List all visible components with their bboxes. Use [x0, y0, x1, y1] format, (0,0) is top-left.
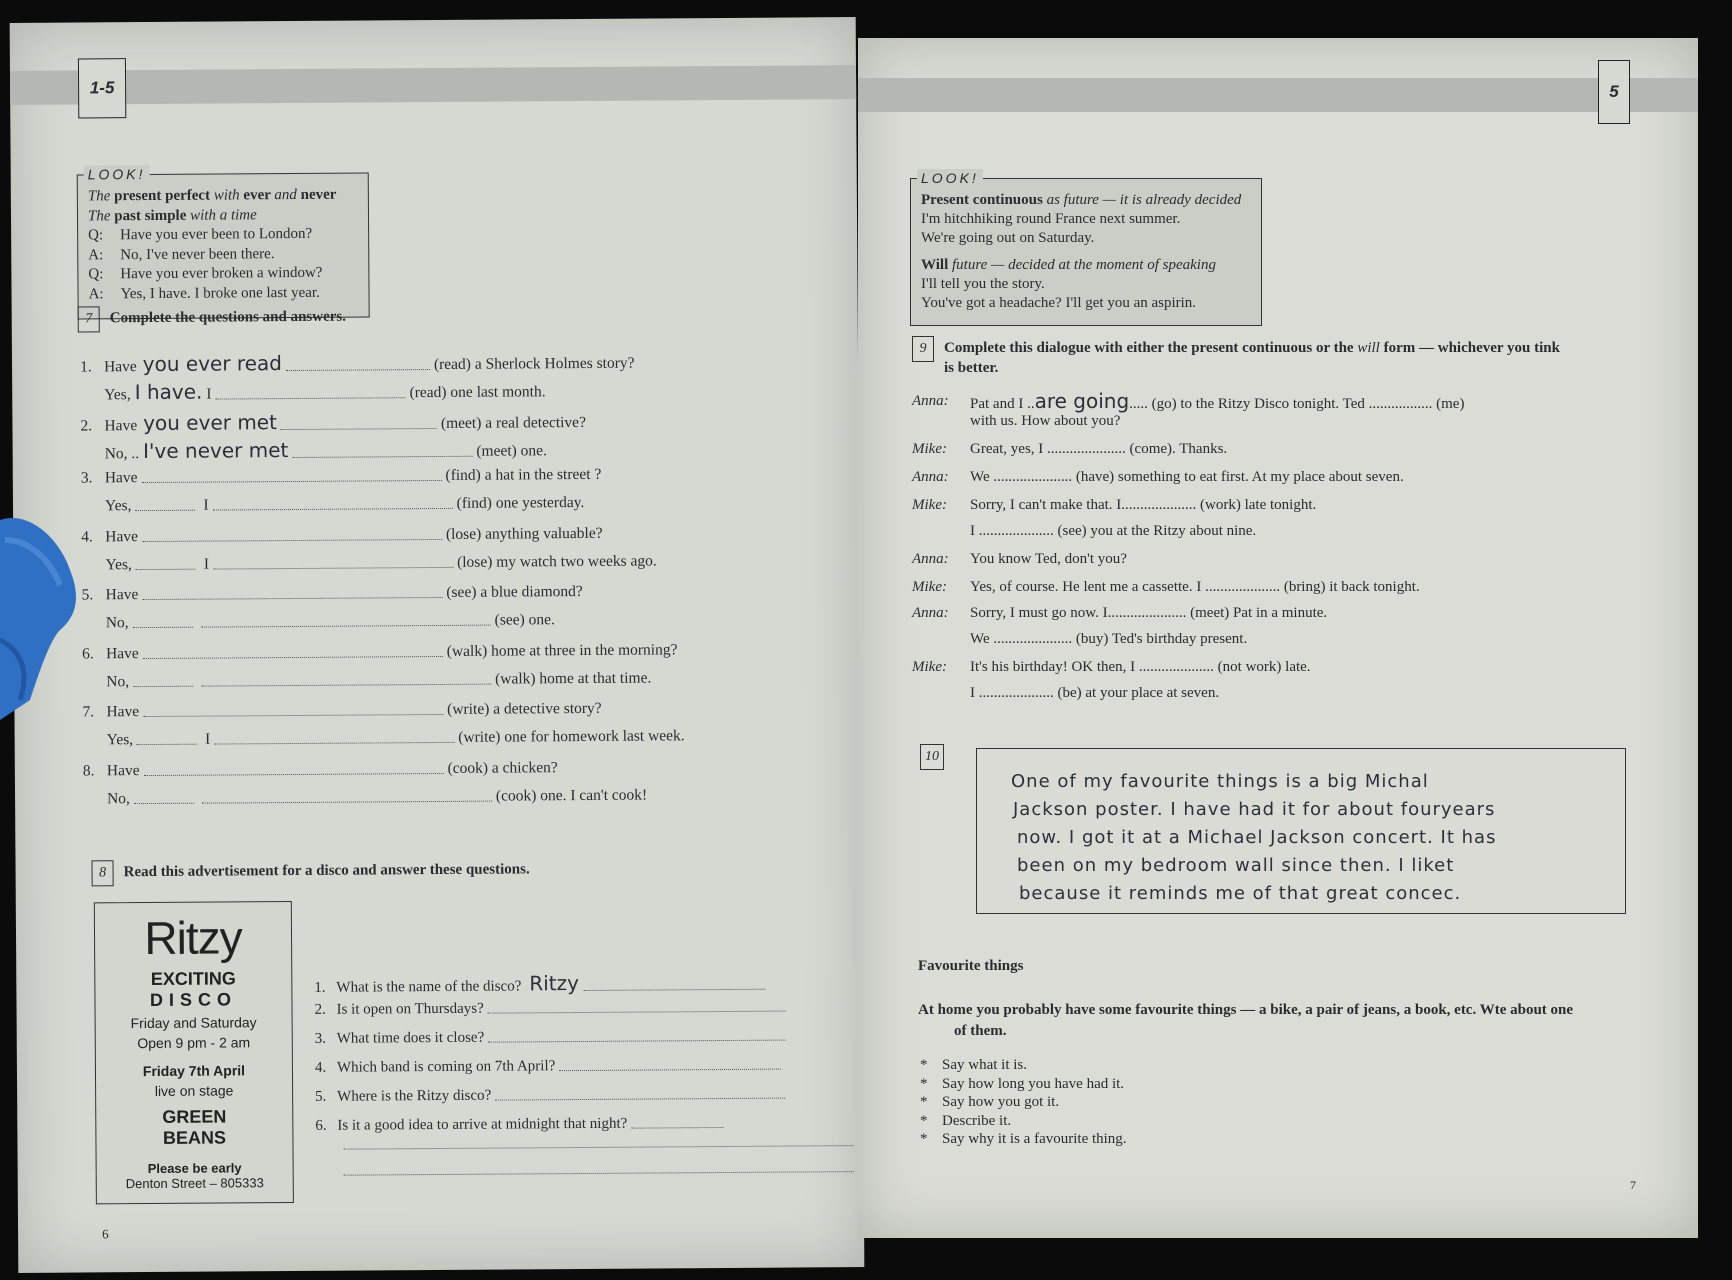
- look-qa-row: [88, 264, 358, 285]
- disco-question: [315, 1057, 785, 1077]
- speaker-name: Mike:: [912, 441, 947, 457]
- handwriting-line: Jackson poster. I have had it for about fouryears: [1013, 799, 1496, 820]
- handwritten-answer: I have.: [134, 379, 203, 405]
- look-h1-b3: never: [300, 186, 337, 203]
- answer-dots: [136, 568, 196, 569]
- question-line: [80, 407, 586, 435]
- answer-line: [106, 611, 555, 632]
- look-h2-ital: future — decided at the moment of speaking: [948, 257, 1216, 273]
- exercise-number: 10: [920, 744, 944, 770]
- exercise-7-title: [78, 305, 346, 333]
- qa-label: A:: [88, 285, 104, 302]
- glove-image: [0, 500, 86, 730]
- exercise-title-text: Read this advertisement for a disco and answer these questions.: [123, 861, 530, 881]
- advert-date: Friday 7th April: [142, 1062, 246, 1080]
- qa-text: Have you ever broken a window?: [120, 264, 323, 283]
- answer-subject: I: [203, 555, 210, 573]
- question-prefix: Have: [104, 469, 138, 487]
- answer-line: [105, 494, 584, 515]
- advert-name: Ritzy: [144, 911, 242, 965]
- item-number: 6.: [81, 644, 94, 662]
- ex9-title-ital: will: [1357, 340, 1380, 356]
- answer-line: [105, 436, 547, 463]
- look-h1-ital: as future — it is already decided: [1042, 192, 1242, 208]
- look-h1-mid: with: [213, 187, 244, 204]
- dialogue-line: [970, 440, 1227, 458]
- answer-prefix: Yes,: [104, 386, 131, 404]
- dialogue-line: [970, 630, 1247, 648]
- favourite-things-bullets: [920, 1056, 1127, 1149]
- dialogue-line: [970, 496, 1316, 514]
- dialogue-text: I .................... (be) at your place at seven.: [970, 685, 1220, 701]
- dialogue-line: [970, 389, 1465, 413]
- exercise-10-title: [920, 744, 954, 770]
- look-h2-b1: past simple: [114, 207, 191, 224]
- bullet-star-icon: *: [920, 1131, 928, 1147]
- item-number: 5.: [315, 1088, 327, 1105]
- speaker-name: Anna:: [912, 469, 949, 485]
- item-number: 3.: [314, 1030, 327, 1047]
- dialogue-text: with us. How about you?: [970, 413, 1121, 429]
- answer-suffix: (write) one for homework last week.: [458, 727, 685, 746]
- dialogue-text: Great, yes, I ..................... (come). Thanks.: [970, 441, 1228, 457]
- answer-dots: [133, 685, 193, 686]
- exercise-title-text: Complete the questions and answers.: [109, 308, 347, 327]
- answer-dots: [281, 427, 437, 429]
- advert-line2: DISCO: [149, 989, 238, 1011]
- exercise-8-questions: [10, 17, 856, 23]
- answer-dots: [137, 744, 197, 745]
- answer-dots: [201, 625, 491, 628]
- bullet-item: [920, 1130, 1127, 1149]
- answer-dots: [133, 627, 193, 628]
- question-text: Where is the Ritzy disco?: [337, 1087, 492, 1105]
- answer-dots: [144, 772, 444, 775]
- bullet-text: Say what it is.: [942, 1057, 1027, 1073]
- handwriting-box: [976, 748, 1626, 914]
- item-number: 6.: [315, 1117, 327, 1134]
- answer-line: [107, 786, 647, 808]
- exercise-9-title: [912, 336, 1612, 378]
- ex9-title-pre: Complete this dialogue with either the present continuous or the: [944, 340, 1358, 356]
- bullet-text: Say how long you have had it.: [942, 1075, 1125, 1092]
- dialogue-text: We ..................... (have) something to eat first. At my place about seven.: [970, 469, 1404, 485]
- header-band: [10, 65, 856, 105]
- question-suffix: (see) a blue diamond?: [446, 582, 583, 601]
- bullet-text: Say why it is a favourite thing.: [942, 1131, 1127, 1147]
- look-legend: LOOK!: [84, 165, 150, 185]
- answer-suffix: (walk) home at that time.: [495, 669, 652, 688]
- look-line: We're going out on Saturday.: [921, 230, 1095, 246]
- question-suffix: (find) a hat in the street ?: [445, 465, 602, 484]
- look-h1-b2: ever: [243, 187, 275, 204]
- answer-dots: [488, 1040, 786, 1043]
- exercise-7-items: [10, 17, 856, 23]
- dialogue-text: Pat and I ..: [970, 396, 1035, 412]
- left-page: [10, 17, 865, 1273]
- dialogue-text: Sorry, I must go now. I..................... (meet) Pat in a minute.: [970, 605, 1328, 621]
- look-qa-row: [88, 244, 358, 265]
- answer-dots: [495, 1098, 785, 1101]
- question-prefix: Have: [104, 416, 138, 434]
- speaker-name: Mike:: [912, 579, 947, 595]
- question-line: [82, 700, 601, 722]
- answer-dots: [134, 802, 194, 803]
- answer-prefix: No,: [105, 614, 129, 632]
- exercise-8-title: [91, 857, 529, 886]
- item-number: 7.: [82, 703, 95, 721]
- qa-text: No, I've never been there.: [120, 245, 275, 263]
- unit-tag: [1598, 60, 1630, 124]
- dialogue-text: It's his birthday! OK then, I .................... (not work) late.: [970, 659, 1311, 675]
- dialogue-text: We ..................... (buy) Ted's birthday present.: [970, 631, 1248, 647]
- answer-line: [107, 727, 685, 749]
- answer-dots: [202, 800, 492, 803]
- advert-early: Please be early: [147, 1160, 242, 1177]
- question-suffix: (write) a detective story?: [447, 699, 602, 718]
- look-heading-2: [921, 256, 1251, 275]
- unit-tag-label: 5: [1609, 82, 1619, 101]
- item-number: 2.: [314, 1001, 326, 1018]
- header-band: [858, 78, 1698, 112]
- speaker-name: Mike:: [912, 659, 947, 675]
- item-number: 1.: [79, 358, 92, 376]
- look-h1-pre: The: [87, 188, 115, 205]
- dialogue-line: [970, 604, 1327, 622]
- disco-question: [315, 1115, 727, 1135]
- handwriting-line: because it reminds me of that great concec.: [1019, 883, 1462, 904]
- answer-dots: [583, 989, 765, 991]
- dialogue-line: [970, 684, 1219, 702]
- look-box: [77, 166, 370, 319]
- dialogue-line: [970, 578, 1420, 596]
- answer-line: [106, 669, 651, 691]
- unit-tag: [78, 58, 126, 118]
- answer-dots: [214, 742, 454, 745]
- question-suffix: (read) a Sherlock Holmes story?: [433, 354, 635, 374]
- answer-prefix: No, ..: [104, 444, 140, 462]
- answer-dots: [631, 1127, 723, 1129]
- answer-dots: [344, 1145, 854, 1150]
- answer-suffix: (see) one.: [494, 611, 555, 629]
- answer-line: [104, 377, 545, 404]
- answer-prefix: Yes,: [105, 555, 132, 573]
- look-heading-2: [88, 205, 358, 226]
- favourite-things-heading: Favourite things: [918, 958, 1024, 974]
- question-line: [83, 759, 558, 780]
- exercise-number: 9: [912, 336, 934, 362]
- advert-address: Denton Street – 805333: [125, 1175, 264, 1192]
- intro-line-2: of them.: [954, 1023, 1007, 1039]
- question-prefix: Have: [103, 358, 137, 376]
- qa-text: Yes, I have. I broke one last year.: [120, 284, 320, 302]
- bullet-star-icon: *: [920, 1094, 928, 1110]
- look-line: I'll tell you the story.: [921, 276, 1045, 292]
- bullet-text: Say how you got it.: [942, 1094, 1060, 1110]
- bullet-text: Describe it.: [942, 1112, 1012, 1129]
- answer-dots: [286, 369, 430, 371]
- dialogue-text: ..... (go) to the Ritzy Disco tonight. Ted ................. (me): [1129, 396, 1465, 412]
- dialogue-line: [970, 412, 1120, 430]
- item-number: 2.: [80, 416, 93, 434]
- bullet-star-icon: *: [920, 1057, 928, 1073]
- dialogue-text: Yes, of course. He lent me a cassette. I .................... (bring) it back tonight.: [970, 579, 1420, 595]
- handwriting-line: now. I got it at a Michael Jackson concert. It has: [1017, 827, 1497, 848]
- exercise-9-dialogue: [912, 389, 1632, 752]
- speaker-name: Anna:: [912, 605, 949, 621]
- favourite-things-intro: [918, 1000, 1638, 1042]
- disco-question: [314, 999, 789, 1019]
- advert-line1: EXCITING: [150, 968, 236, 990]
- item-number: 4.: [314, 1059, 327, 1076]
- qa-text: Have you ever been to London?: [120, 225, 313, 244]
- question-suffix: (walk) home at three in the morning?: [446, 640, 678, 660]
- question-prefix: Have: [105, 527, 138, 545]
- answer-line: [105, 552, 656, 574]
- question-line: [81, 466, 602, 488]
- qa-label: A:: [88, 246, 104, 263]
- question-suffix: (cook) a chicken?: [447, 758, 558, 777]
- page-number: 7: [1630, 1178, 1636, 1192]
- advert-live: live on stage: [154, 1082, 234, 1099]
- look-box: [910, 170, 1262, 326]
- handwriting-line: been on my bedroom wall since then. I liket: [1017, 855, 1455, 876]
- item-number: 1.: [314, 979, 326, 996]
- item-number: 4.: [81, 527, 93, 545]
- answer-dots: [292, 455, 472, 457]
- disco-question: [315, 1028, 790, 1048]
- handwritten-answer: Ritzy: [529, 971, 580, 996]
- bullet-item: [920, 1112, 1127, 1131]
- advert-band-2: BEANS: [162, 1127, 227, 1148]
- speaker-name: Mike:: [912, 497, 947, 513]
- disco-question: [314, 970, 769, 997]
- qa-label: Q:: [88, 227, 104, 244]
- look-qa-row: [88, 283, 358, 304]
- answer-suffix: (read) one last month.: [409, 383, 546, 402]
- answer-dots: [344, 1171, 854, 1176]
- answer-dots: [213, 508, 453, 511]
- look-h1-and: and: [274, 186, 301, 204]
- look-line: I'm hitchhiking round France next summer.: [921, 211, 1181, 227]
- look-heading-1: [921, 191, 1251, 210]
- bullet-star-icon: *: [920, 1112, 928, 1129]
- question-line: [81, 524, 602, 546]
- answer-prefix: Yes,: [106, 731, 134, 749]
- answer-subject: I: [205, 730, 211, 748]
- advert-days: Friday and Saturday: [130, 1014, 257, 1032]
- look-heading-1: [88, 186, 358, 207]
- question-text: Which band is coming on 7th April?: [336, 1058, 556, 1076]
- answer-dots: [559, 1069, 781, 1072]
- question-prefix: Have: [106, 761, 140, 779]
- bullet-star-icon: *: [920, 1075, 928, 1092]
- bullet-item: [920, 1093, 1127, 1112]
- qa-label: Q:: [88, 266, 104, 283]
- exercise-number: 8: [91, 860, 113, 886]
- answer-dots: [213, 566, 453, 569]
- look-h2-post: with a time: [190, 206, 257, 224]
- item-number: 8.: [82, 761, 95, 779]
- item-number: 3.: [80, 469, 93, 487]
- answer-prefix: Yes,: [104, 497, 132, 515]
- ex9-title-post: form — whichever you tink: [1379, 340, 1560, 356]
- answer-dots: [142, 597, 442, 600]
- answer-suffix: (find) one yesterday.: [456, 493, 585, 512]
- answer-dots: [143, 714, 443, 717]
- answer-suffix: (cook) one. I can't cook!: [495, 786, 648, 805]
- dialogue-text: You know Ted, don't you?: [970, 551, 1127, 567]
- answer-dots: [216, 397, 406, 399]
- dialogue-line: [970, 658, 1311, 676]
- question-line: [82, 583, 583, 604]
- question-suffix: (lose) anything valuable?: [445, 524, 603, 543]
- answer-dots: [142, 538, 442, 541]
- item-number: 5.: [81, 586, 94, 604]
- question-prefix: Have: [105, 586, 139, 604]
- ex9-title-line2: is better.: [944, 360, 999, 376]
- handwriting-line: One of my favourite things is a big Michal: [1011, 771, 1429, 792]
- dialogue-line: [970, 468, 1404, 486]
- dialogue-line: [970, 522, 1256, 540]
- handwritten-answer: you ever met: [143, 409, 277, 435]
- answer-dots: [488, 1011, 786, 1014]
- disco-question: [315, 1086, 789, 1106]
- handwritten-answer: I've never met: [143, 437, 289, 463]
- bullet-item: [920, 1056, 1127, 1075]
- handwritten-answer: are going: [1034, 389, 1130, 413]
- handwritten-answer: you ever read: [142, 351, 282, 377]
- question-line: [80, 349, 635, 377]
- exercise-number: 7: [78, 306, 100, 332]
- dialogue-line: [970, 550, 1127, 568]
- speaker-name: Anna:: [912, 551, 949, 567]
- answer-dots: [135, 510, 195, 511]
- question-line: [82, 641, 678, 663]
- question-prefix: Have: [105, 644, 139, 662]
- question-text: What time does it close?: [336, 1029, 485, 1047]
- right-page: [858, 38, 1698, 1238]
- answer-prefix: No,: [106, 672, 130, 690]
- bullet-item: [920, 1075, 1127, 1094]
- look-qa-row: [88, 225, 358, 246]
- look-legend: LOOK!: [917, 169, 983, 188]
- answer-dots: [142, 480, 442, 483]
- dialogue-text: I .................... (see) you at the Ritzy about nine.: [970, 523, 1257, 539]
- page-number: 6: [102, 1226, 109, 1242]
- question-prefix: Have: [106, 703, 140, 721]
- look-line: You've got a headache? I'll get you an aspirin.: [921, 295, 1197, 311]
- look-h2-bold: Will: [921, 257, 949, 273]
- answer-dots: [201, 683, 491, 686]
- answer-subject: I: [206, 385, 212, 403]
- speaker-name: Anna:: [912, 393, 949, 409]
- answer-suffix: (meet) one.: [476, 441, 547, 460]
- question-text: What is the name of the disco?: [336, 978, 522, 996]
- question-text: Is it open on Thursdays?: [336, 1000, 484, 1018]
- question-text: Is it a good idea to arrive at midnight that night?: [337, 1115, 628, 1134]
- look-lines: [88, 225, 359, 305]
- intro-line-1: At home you probably have some favourite things — a bike, a pair of jeans, a book, etc. Wte about one: [918, 1002, 1574, 1018]
- dialogue-text: Sorry, I can't make that. I.................... (work) late tonight.: [970, 497, 1317, 513]
- answer-dots: [143, 655, 443, 658]
- question-suffix: (meet) a real detective?: [440, 413, 586, 432]
- disco-advert: [94, 901, 294, 1204]
- look-h1-b1: present perfect: [114, 187, 214, 205]
- answer-subject: I: [203, 496, 209, 514]
- advert-hours: Open 9 pm - 2 am: [137, 1034, 251, 1052]
- answer-suffix: (lose) my watch two weeks ago.: [456, 551, 657, 571]
- answer-prefix: No,: [107, 789, 130, 807]
- unit-tag-label: 1-5: [89, 78, 115, 98]
- advert-band-1: GREEN: [162, 1106, 227, 1127]
- look-h2-pre: The: [87, 207, 115, 224]
- look-h1-bold: Present continuous: [921, 192, 1043, 208]
